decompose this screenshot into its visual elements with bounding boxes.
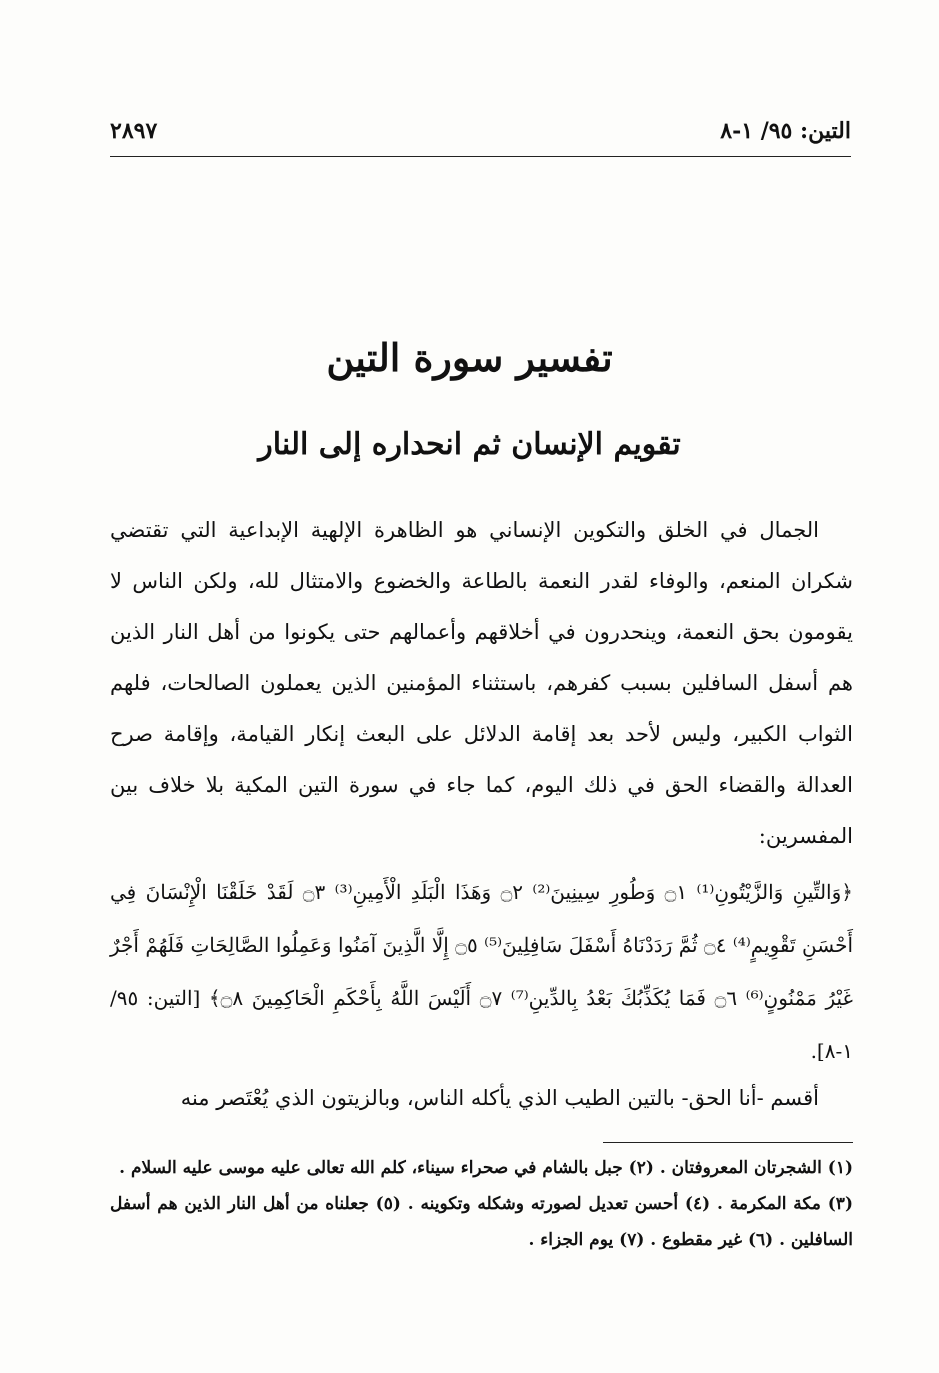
footnote-line: (٣) مكة المكرمة . (٤) أحسن تعديل لصورته وشكله وتكوينه . (٥) جعلناه من أهل النار الذين هم أسفل السافلين . (٦) غير مقطوع . (٧) يوم الجزاء . [110,1194,853,1250]
page-number: ٢٨٩٧ [110,118,158,144]
footnotes [110,1150,853,1258]
intro-paragraph [110,505,853,862]
intro-text: الجمال في الخلق والتكوين الإنساني هو الظاهرة الإلهية الإبداعية التي تقتضي شكران المنعم، والوفاء لقدر النعمة بالطاعة والخضوع والامتثال لله، ولكن الناس لا يقومون بحق النعمة، وينحدرون في أخلاقهم وأعمالهم حتى يكونوا من أهل النار الذين هم أسفل السافلين بسبب كفرهم، باستثناء المؤمنين الذين يعملون الصالحات، فلهم الثواب الكبير، وليس لأحد بعد إقامة الدلائل على البعث إنكار القيامة، وإقامة صرح العدالة والقضاء الحق في ذلك اليوم، كما جاء في سورة التين المكية بلا خلاف بين المفسرين: [110,518,853,848]
footnote-line: (١) الشجرتان المعروفتان . (٢) جبل بالشام في صحراء سيناء، كلم الله تعالى عليه موسى عليه السلام . [119,1158,853,1178]
running-header [110,118,851,154]
chapter-title: تفسير سورة التين [326,335,613,380]
footnote-rule [603,1142,853,1143]
commentary-line: أقسم -أنا الحق- بالتين الطيب الذي يأكله الناس، وبالزيتون الذي يُعْتَصر منه [180,1086,819,1110]
section-subtitle: تقويم الإنسان ثم انحداره إلى النار [258,427,681,462]
header-rule [110,156,851,157]
quran-verses: ﴿وَالتِّينِ وَالزَّيْتُونِ⁽¹⁾ ۝١ وَطُورِ سِينِينَ⁽²⁾ ۝٢ وَهَذَا الْبَلَدِ الْأَمِينِ⁽³⁾ ۝٣ لَقَدْ خَلَقْنَا الْإِنْسَانَ فِي أَحْسَنِ تَقْوِيمٍ⁽⁴⁾ ۝٤ ثُمَّ رَدَدْنَاهُ أَسْفَلَ سَافِلِينَ⁽⁵⁾ ۝٥ إِلَّا الَّذِينَ آمَنُوا وَعَمِلُوا الصَّالِحَاتِ فَلَهُمْ أَجْرٌ غَيْرُ مَمْنُونٍ⁽⁶⁾ ۝٦ فَمَا يُكَذِّبُكَ بَعْدُ بِالدِّينِ⁽⁷⁾ ۝٧ أَلَيْسَ اللَّهُ بِأَحْكَمِ الْحَاكِمِينَ ۝٨﴾ [التين: ٩٥/ ١-٨]. [110,880,854,1063]
surah-reference: التين: ٩٥/ ١-٨ [720,118,851,144]
